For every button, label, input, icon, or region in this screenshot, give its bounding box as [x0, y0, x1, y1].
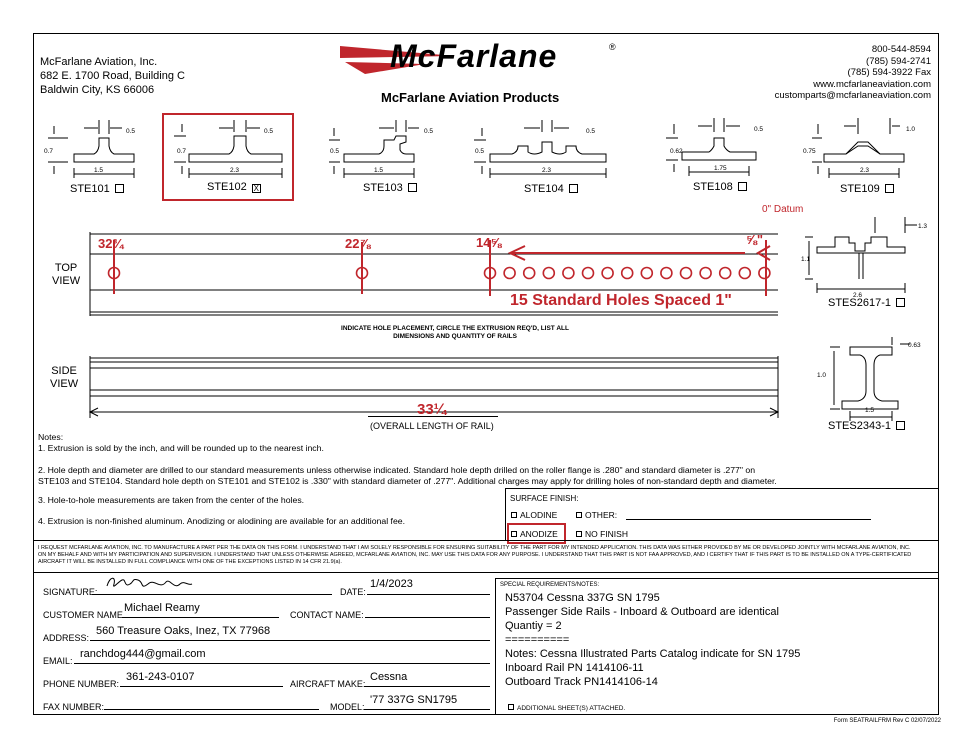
disclaimer-text: I REQUEST MCFARLANE AVIATION, INC. TO MANUFACTURE A PART PER THE DATA ON THIS FORM. I UNDERSTAND THAT I AM SOLELY RESPONSIBLE FOR ENSURING SUITABILITY OF THE PART FOR MY INTENDED APPLICATION. THIS DATA WAS EITHER PROVIDED BY ME OR DEVELOPED JOINTLY WITH MCFARLANE AVIATION, INC. ON MY BEHALF AND WITH MY PARTICIPATION AND SUPERVISION. I UNDERSTAND THAT UNLESS OTHERWISE AGREED, MCFARLANE AVIATION, INC. MAY USE THIS DATA FOR ANY PURPOSE. I UNDERSTAND THAT THIS PART IS NOT FAA APPROVED, AND I CERTIFY THAT IF THIS PART IS TO BE INSTALLED ON A TYPE-CERTIFICATED AIRCRAFT IT WILL BE INSTALLED IN FULL COMPLIANCE WITH ONE OF THE EXCEPTIONS LISTED IN 14 CFR 21.9(a). — [38, 545, 912, 565]
svg-text:0.62: 0.62 — [670, 148, 683, 155]
part-ste102: STE102 X — [207, 181, 259, 193]
part-stes2617: STES2617-1 — [828, 297, 905, 309]
alodine-checkbox[interactable] — [511, 512, 517, 518]
contact-email: customparts@mcfarlaneaviation.com — [774, 90, 931, 101]
no-finish-checkbox[interactable] — [576, 531, 582, 537]
fax-line[interactable] — [104, 709, 319, 710]
svg-text:1.5: 1.5 — [94, 167, 104, 174]
logo-subtitle: McFarlane Aviation Products — [381, 90, 560, 105]
stes2343-checkbox[interactable] — [896, 421, 905, 430]
date-line — [367, 594, 490, 595]
hole-marker — [661, 268, 672, 279]
top-view-drawing — [80, 222, 800, 327]
part-ste109: STE109 — [840, 183, 894, 195]
form-footer: Form SEATRAILFRM Rev C 02/07/2022 — [833, 718, 941, 724]
svg-text:1.3: 1.3 — [918, 223, 928, 230]
special-line: Notes: Cessna Illustrated Parts Catalog indicate for SN 1795 — [505, 648, 801, 660]
email-label: EMAIL: — [43, 656, 73, 666]
overall-length-value: 33¼ — [417, 401, 447, 418]
surface-finish-box — [505, 488, 939, 541]
svg-text:2.3: 2.3 — [542, 167, 552, 174]
svg-text:0.75: 0.75 — [803, 148, 816, 155]
overall-length-label: (OVERALL LENGTH OF RAIL) — [370, 421, 494, 431]
note-3: 3. Hole-to-hole measurements are taken from the center of the holes. — [38, 495, 305, 505]
svg-text:1.0: 1.0 — [817, 372, 827, 379]
special-notes[interactable] — [505, 591, 800, 689]
hole-marker — [602, 268, 613, 279]
website: www.mcfarlaneaviation.com — [813, 78, 931, 90]
hole-marker — [622, 268, 633, 279]
ste103-checkbox[interactable] — [408, 183, 417, 192]
additional-sheets-checkbox[interactable] — [508, 704, 514, 710]
svg-text:0.7: 0.7 — [44, 148, 54, 155]
finish-no-finish[interactable]: NO FINISH — [576, 529, 628, 539]
special-line: Passenger Side Rails - Inboard & Outboard are identical — [505, 606, 779, 618]
hole-marker — [759, 268, 770, 279]
part-ste104: STE104 — [524, 183, 578, 195]
svg-text:1.5: 1.5 — [865, 407, 875, 414]
other-input-line[interactable] — [626, 519, 871, 520]
svg-text:0.63: 0.63 — [908, 342, 921, 349]
finish-other[interactable]: OTHER: — [576, 510, 617, 520]
finish-alodine[interactable]: ALODINE — [511, 510, 557, 520]
customer-name-line — [122, 617, 279, 618]
aircraft-make-line — [364, 686, 490, 687]
indicate-instructions: INDICATE HOLE PLACEMENT, CIRCLE THE EXTRUSION REQ'D, LIST ALL DIMENSIONS AND QUANTITY OF RAILS — [341, 325, 569, 340]
note-2a: 2. Hole depth and diameter are drilled to our standard measurements unless otherwise indicated. Standard hole depth drilled on the roller flange is .280" and standard diameter is .277" on — [38, 465, 756, 475]
special-line: Quantiy = 2 — [505, 620, 562, 632]
model-line — [364, 709, 490, 710]
phone-line — [120, 686, 283, 687]
overall-length-line — [368, 416, 498, 417]
email-line — [74, 663, 490, 664]
hole-mark-4: ⅝" — [746, 232, 764, 247]
logo — [335, 38, 635, 108]
note-4: 4. Extrusion is non-finished aluminum. Anodizing or alodining are available for an additional fee. — [38, 516, 406, 526]
logo-wordmark: McFarlane — [390, 38, 558, 74]
svg-text:2.6: 2.6 — [853, 292, 863, 299]
logo-reg: ® — [609, 42, 616, 52]
svg-text:0.5: 0.5 — [264, 128, 274, 135]
hole-mark-3: 14⅝ — [476, 235, 502, 250]
note-1: 1. Extrusion is sold by the inch, and will be rounded up to the nearest inch. — [38, 443, 324, 453]
additional-sheets[interactable]: ADDITIONAL SHEET(S) ATTACHED. — [508, 704, 625, 712]
fax-number: (785) 594-3922 Fax — [847, 67, 931, 78]
hole-marker — [583, 268, 594, 279]
svg-text:0.5: 0.5 — [126, 128, 136, 135]
address-value[interactable]: 560 Treasure Oaks, Inez, TX 77968 — [96, 625, 271, 637]
hole-mark-1: 32¾ — [98, 236, 124, 251]
finish-anodize[interactable]: ANODIZE — [511, 529, 558, 539]
svg-text:1.5: 1.5 — [374, 167, 384, 174]
hole-marker — [720, 268, 731, 279]
svg-text:0.5: 0.5 — [475, 148, 485, 155]
note-2b: STE103 and STE104. Standard hole depth on STE101 and STE102 is .330" with standard diameter of .277". Additional charges may apply for drilling holes of non-standard depth and diameter. — [38, 476, 777, 486]
hole-marker — [543, 268, 554, 279]
part-ste101: STE101 — [70, 183, 124, 195]
hole-marker — [681, 268, 692, 279]
svg-text:2.3: 2.3 — [860, 167, 870, 174]
other-checkbox[interactable] — [576, 512, 582, 518]
ste109-profile — [812, 118, 904, 178]
svg-text:1.75: 1.75 — [714, 165, 727, 172]
aircraft-make-label: AIRCRAFT MAKE: — [290, 679, 366, 689]
model-value[interactable]: '77 337G SN1795 — [370, 694, 458, 706]
phone-value[interactable]: 361-243-0107 — [126, 671, 195, 683]
address-label: ADDRESS: — [43, 633, 90, 643]
hole-mark-2: 22⅞ — [345, 236, 371, 251]
svg-text:0.5: 0.5 — [424, 128, 434, 135]
svg-text:1.1: 1.1 — [801, 256, 811, 263]
svg-text:0.5: 0.5 — [754, 126, 764, 133]
email-value[interactable]: ranchdog444@gmail.com — [80, 648, 206, 660]
disclaimer-divider — [33, 540, 939, 541]
special-title: SPECIAL REQUIREMENTS/NOTES: — [500, 582, 600, 588]
contact-name-label: CONTACT NAME: — [290, 610, 364, 620]
date-label: DATE: — [340, 587, 366, 597]
phone-label: PHONE NUMBER: — [43, 679, 120, 689]
hole-note: 15 Standard Holes Spaced 1" — [510, 292, 732, 309]
ste109-checkbox[interactable] — [885, 184, 894, 193]
datum-label: 0" Datum — [762, 204, 804, 215]
stes2617-checkbox[interactable] — [896, 298, 905, 307]
special-line: N53704 Cessna 337G SN 1795 — [505, 592, 660, 604]
contact-block — [775, 44, 931, 102]
phone-secondary: (785) 594-2741 — [866, 55, 931, 67]
special-line: ========== — [505, 634, 570, 646]
special-requirements-box — [495, 578, 939, 715]
part-ste108: STE108 — [693, 181, 747, 193]
svg-text:0.5: 0.5 — [330, 148, 340, 155]
hole-marker — [641, 268, 652, 279]
ste108-profile — [666, 118, 756, 176]
part-ste103: STE103 — [363, 182, 417, 194]
signature-image — [104, 572, 194, 596]
company-address1: 682 E. 1700 Road, Building C — [40, 70, 185, 82]
hole-marker — [739, 268, 750, 279]
ste101-profile — [48, 120, 134, 178]
hole-marker — [563, 268, 574, 279]
svg-text:1.0: 1.0 — [906, 126, 916, 133]
hole-marker — [700, 268, 711, 279]
svg-text:2.3: 2.3 — [230, 167, 240, 174]
part-stes2343: STES2343-1 — [828, 420, 905, 432]
model-label: MODEL: — [330, 702, 365, 712]
hole-marker — [504, 268, 515, 279]
ste101-checkbox[interactable] — [115, 184, 124, 193]
company-name: McFarlane Aviation, Inc. — [40, 56, 158, 68]
signature-label: SIGNATURE: — [43, 587, 98, 597]
top-view-label: TOP VIEW — [52, 262, 81, 287]
side-view-label: SIDE VIEW — [50, 365, 79, 390]
stes2343-profile — [810, 335, 940, 425]
hole-marker — [524, 268, 535, 279]
date-value[interactable]: 1/4/2023 — [370, 578, 413, 590]
notes-title: Notes: — [38, 432, 64, 442]
special-line: Inboard Rail PN 1414106-11 — [505, 662, 644, 674]
aircraft-make-value[interactable]: Cessna — [370, 671, 408, 683]
ste104-checkbox[interactable] — [569, 184, 578, 193]
special-line: Outboard Track PN1414106-14 — [505, 676, 658, 688]
fax-label: FAX NUMBER: — [43, 702, 105, 712]
contact-name-line[interactable] — [365, 617, 490, 618]
company-block — [40, 55, 185, 97]
customer-name-label: CUSTOMER NAME — [43, 610, 123, 620]
svg-text:0.5: 0.5 — [586, 128, 596, 135]
customer-name-value[interactable]: Michael Reamy — [124, 602, 200, 614]
phone-primary: 800-544-8594 — [871, 44, 931, 55]
company-address2: Baldwin City, KS 66006 — [40, 84, 155, 96]
address-line — [90, 640, 490, 641]
ste102-checkbox[interactable]: X — [253, 184, 259, 193]
ste108-checkbox[interactable] — [738, 182, 747, 191]
surface-finish-title: SURFACE FINISH: — [510, 494, 579, 503]
svg-text:0.7: 0.7 — [177, 148, 187, 155]
side-view-drawing — [80, 352, 800, 432]
